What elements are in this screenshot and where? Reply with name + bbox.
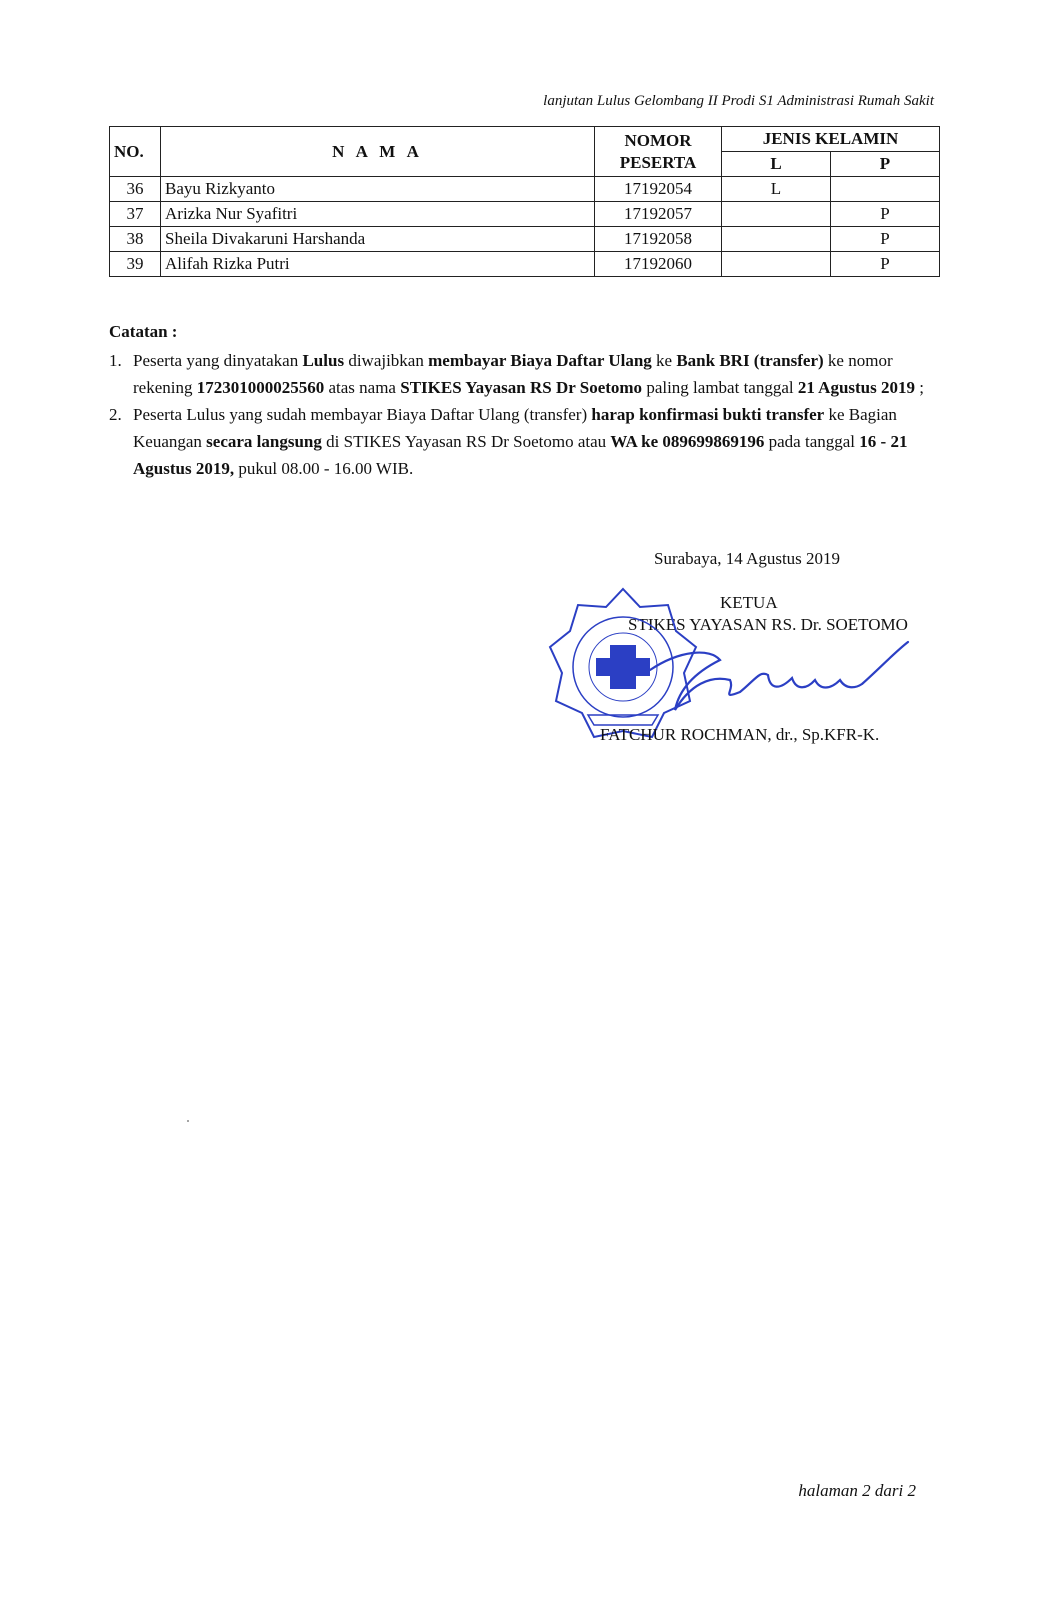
- header-p: P: [831, 152, 940, 177]
- notes-section: [109, 318, 939, 482]
- note-bold: membayar Biaya Daftar Ulang: [428, 351, 652, 370]
- note-bold: 16 - 21 Agustus 2019,: [133, 432, 908, 478]
- header-nama: N A M A: [161, 127, 595, 177]
- note-number: 2.: [109, 405, 122, 424]
- row-l: [722, 252, 831, 277]
- page-footer: halaman 2 dari 2: [798, 1481, 916, 1500]
- table-row: [110, 202, 940, 227]
- row-nomor: 17192060: [595, 252, 722, 277]
- note-text: paling lambat tanggal: [642, 378, 798, 397]
- note-item-1: [109, 347, 939, 401]
- note-bold: 21 Agustus 2019: [797, 378, 915, 397]
- header-note: lanjutan Lulus Gelombang II Prodi S1 Administrasi Rumah Sakit: [543, 93, 934, 109]
- row-p: P: [831, 202, 940, 227]
- signatory-name: FATCHUR ROCHMAN, dr., Sp.KFR-K.: [600, 725, 880, 744]
- row-nama: Sheila Divakaruni Harshanda: [161, 227, 595, 252]
- note-text: ;: [915, 378, 924, 397]
- note-text: di STIKES Yayasan RS Dr Soetomo atau: [321, 432, 611, 451]
- note-bold: WA ke 089699869196: [610, 432, 765, 451]
- row-nomor: 17192057: [595, 202, 722, 227]
- row-nama: Arizka Nur Syafitri: [161, 202, 595, 227]
- header-no: NO.: [110, 127, 161, 177]
- note-text: atas nama: [324, 378, 401, 397]
- row-nama: Alifah Rizka Putri: [161, 252, 595, 277]
- note-text: ke Bagian Keuangan: [133, 405, 897, 451]
- note-text: ke nomor rekening: [133, 351, 893, 397]
- header-l: L: [722, 152, 831, 177]
- note-body: [133, 347, 939, 401]
- results-table: [109, 126, 940, 277]
- header-jenis-kelamin: JENIS KELAMIN: [722, 127, 940, 152]
- signatory-title: KETUA: [720, 593, 778, 612]
- header-nomor-line2: PESERTA: [619, 152, 697, 172]
- note-number: 1.: [109, 351, 122, 370]
- row-l: L: [722, 177, 831, 202]
- note-bold: STIKES Yayasan RS Dr Soetomo: [400, 378, 643, 397]
- row-no: 37: [110, 202, 161, 227]
- note-bold: secara langsung: [206, 432, 322, 451]
- row-p: [831, 177, 940, 202]
- note-text: diwajibkan: [344, 351, 429, 370]
- note-item-2: [109, 401, 939, 482]
- note-text: Peserta yang dinyatakan: [133, 351, 303, 370]
- note-bold: Lulus: [302, 351, 345, 370]
- row-p: P: [831, 227, 940, 252]
- row-no: 39: [110, 252, 161, 277]
- note-bold: 172301000025560: [196, 378, 325, 397]
- signatory-organization: STIKES YAYASAN RS. Dr. SOETOMO: [628, 615, 908, 634]
- row-no: 36: [110, 177, 161, 202]
- row-no: 38: [110, 227, 161, 252]
- note-text: ke: [651, 351, 677, 370]
- scan-speck: [187, 1120, 189, 1122]
- note-text: Peserta Lulus yang sudah membayar Biaya Daftar Ulang (transfer): [133, 405, 592, 424]
- table-row: [110, 252, 940, 277]
- header-nomor-peserta: [595, 127, 722, 177]
- row-l: [722, 202, 831, 227]
- note-text: pukul 08.00 - 16.00 WIB.: [234, 459, 414, 478]
- row-nomor: 17192058: [595, 227, 722, 252]
- header-nomor-line1: NOMOR: [624, 130, 692, 150]
- note-text: pada tanggal: [764, 432, 860, 451]
- table-row: [110, 227, 940, 252]
- row-p: P: [831, 252, 940, 277]
- row-nama: Bayu Rizkyanto: [161, 177, 595, 202]
- place-date: Surabaya, 14 Agustus 2019: [654, 549, 841, 568]
- notes-title: Catatan :: [109, 322, 178, 341]
- table-row: [110, 177, 940, 202]
- note-bold: harap konfirmasi bukti transfer: [591, 405, 825, 424]
- note-body: [133, 401, 939, 482]
- handwritten-signature-icon: [610, 630, 910, 725]
- row-l: [722, 227, 831, 252]
- row-nomor: 17192054: [595, 177, 722, 202]
- note-bold: Bank BRI (transfer): [676, 351, 824, 370]
